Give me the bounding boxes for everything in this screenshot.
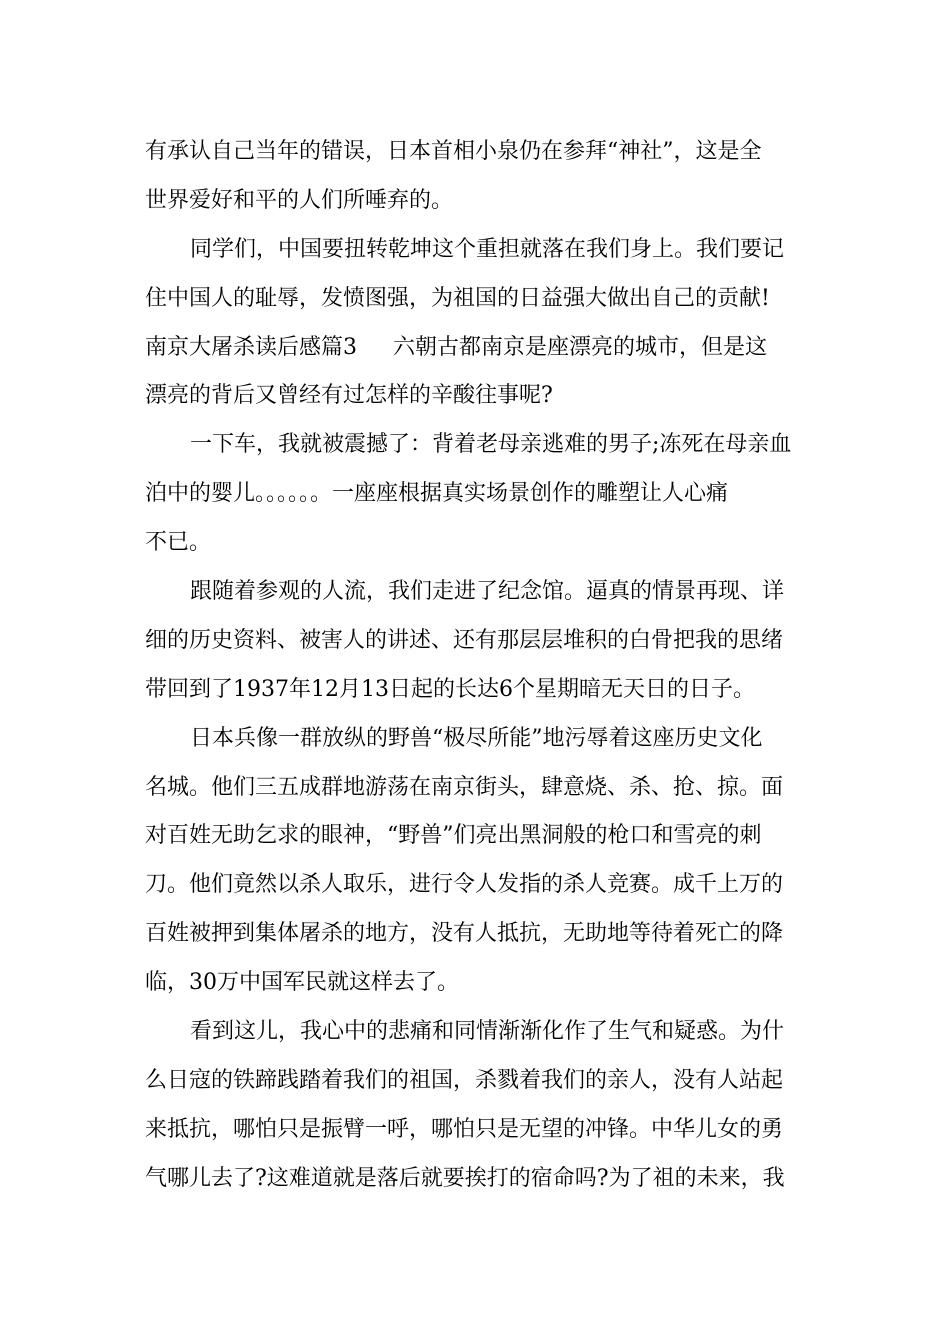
text-line: 看到这儿，我心中的悲痛和同情渐渐化作了生气和疑惑。为什	[190, 1019, 785, 1045]
text-line: 对百姓无助乞求的眼神，“野兽”们亮出黑洞般的枪口和雪亮的刺	[145, 823, 762, 849]
text-line: 不已。	[145, 530, 212, 556]
text-line: 日本兵像一群放纵的野兽“极尽所能”地污辱着这座历史文化	[190, 725, 763, 751]
text-line: 临，30万中国军民就这样去了。	[145, 970, 459, 996]
text-line: 名城。他们三五成群地游荡在南京街头，肆意烧、杀、抢、掠。面	[145, 774, 784, 800]
text-line: 住中国人的耻辱，发愤图强，为祖国的日益强大做出自己的贡献!	[145, 285, 770, 311]
text-line: 世界爱好和平的人们所唾弃的。	[145, 187, 454, 213]
text-line: 刀。他们竟然以杀人取乐，进行令人发指的杀人竞赛。成千上万的	[145, 872, 784, 898]
text-line: 来抵抗，哪怕只是振臂一呼，哪怕只是无望的冲锋。中华儿女的勇	[145, 1116, 784, 1142]
text-line: 么日寇的铁蹄践踏着我们的祖国，杀戮着我们的亲人，没有人站起	[145, 1067, 784, 1093]
text-line: 百姓被押到集体屠杀的地方，没有人抵抗，无助地等待着死亡的降	[145, 921, 784, 947]
text-line: 细的历史资料、被害人的讲述、还有那层层堆积的白骨把我的思绪	[145, 627, 784, 653]
text-line: 漂亮的背后又曾经有过怎样的辛酸往事呢?	[145, 383, 553, 409]
text-line: 一下车，我就被震撼了：背着老母亲逃难的男子;冻死在母亲血	[190, 432, 792, 458]
text-line: 带回到了1937年12月13日起的长达6个星期暗无天日的日子。	[145, 676, 755, 702]
text-line: 跟随着参观的人流，我们走进了纪念馆。逼真的情景再现、详	[190, 579, 785, 605]
text-line: 同学们，中国要扭转乾坤这个重担就落在我们身上。我们要记	[190, 236, 785, 262]
text-line: 气哪儿去了?这难道就是落后就要挨打的宿命吗?为了祖的未来，我	[145, 1165, 785, 1191]
section-heading-line	[145, 324, 810, 373]
text-line: 有承认自己当年的错误，日本首相小泉仍在参拜“神社”，这是全	[145, 139, 762, 164]
document-body	[145, 128, 810, 1204]
section-heading: 南京大屠杀读后感篇3	[145, 334, 357, 360]
text-line: 泊中的婴儿。。。。。。一座座根据真实场景创作的雕塑让人心痛	[145, 481, 729, 507]
heading-continuation: 六朝古都南京是座漂亮的城市，但是这	[393, 334, 768, 360]
